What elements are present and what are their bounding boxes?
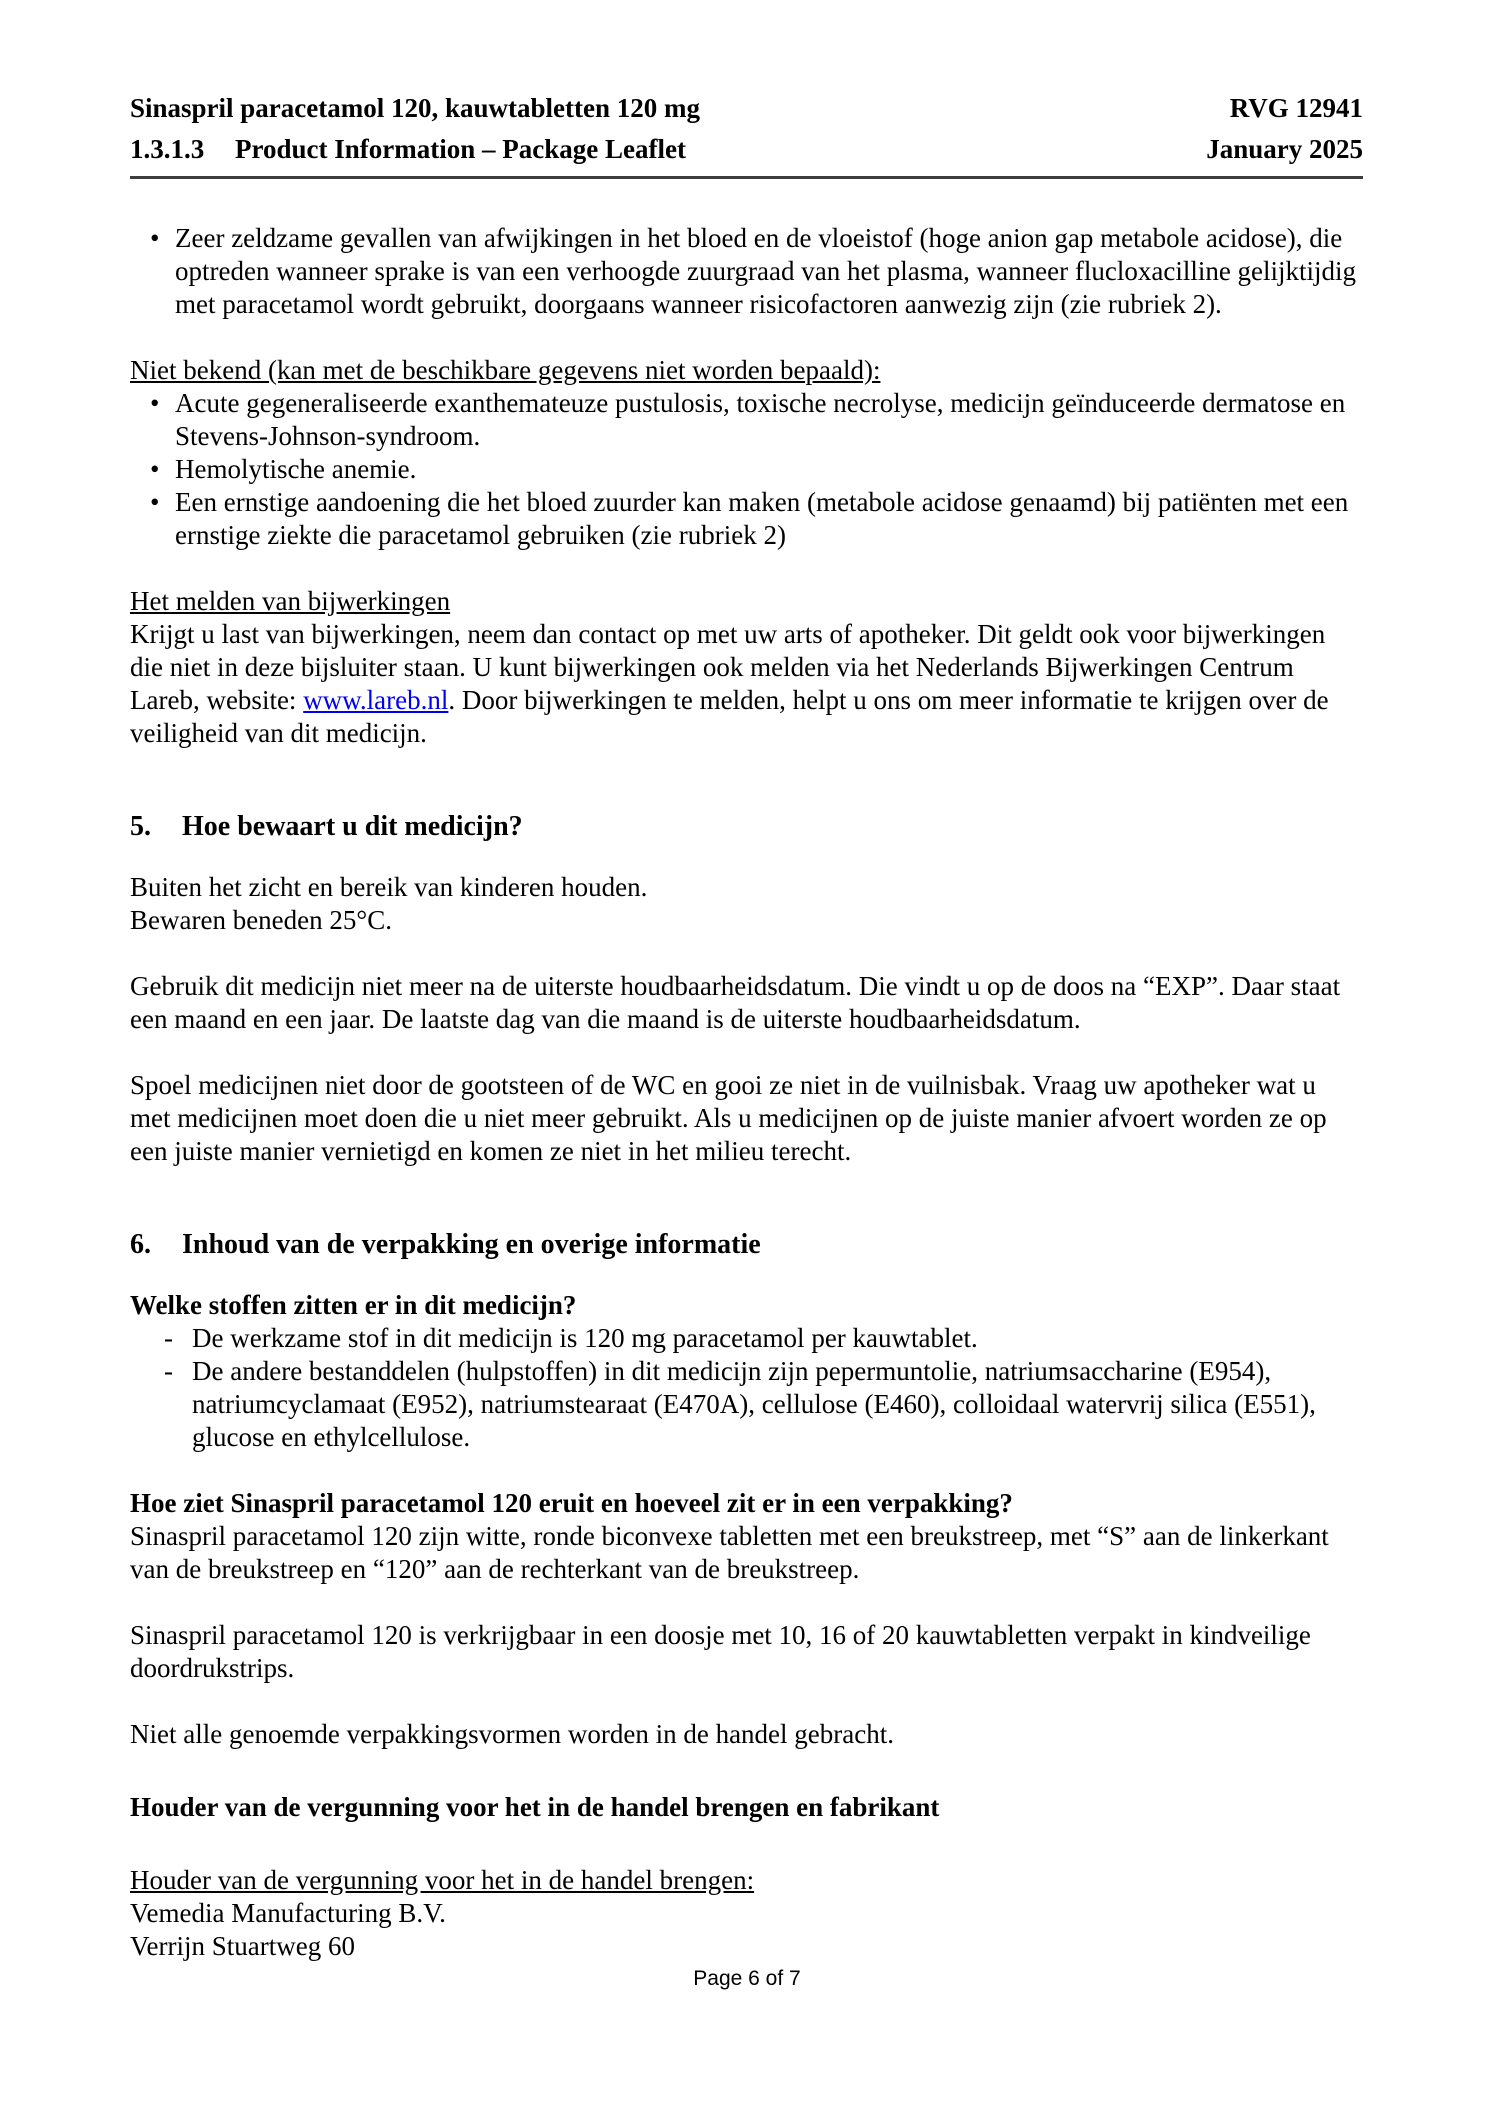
reporting-heading: Het melden van bijwerkingen <box>130 586 451 616</box>
reporting-text-after-link: . Door bijwerkingen te melden, helpt u ons om meer informatie te krijgen over de veiligheid van dit medicijn. <box>130 685 1329 748</box>
lareb-website-link[interactable]: www.lareb.nl <box>303 685 449 715</box>
storage-expiry-paragraph: Gebruik dit medicijn niet meer na de uiterste houdbaarheidsdatum. Die vindt u op de doos na “EXP”. Daar staat een maand en een jaar. De laatste dag van die maand is de uiterste houdbaarheidsdatum. <box>130 971 1341 1034</box>
storage-keep-line-1: Buiten het zicht en bereik van kinderen houden. <box>130 872 648 902</box>
page-number-label: Page 6 of 7 <box>693 1967 801 1990</box>
header-date: January 2025 <box>1206 134 1363 164</box>
not-all-packs-paragraph: Niet alle genoemde verpakkingsvormen worden in de handel gebracht. <box>130 1719 894 1749</box>
appearance-paragraph: Sinaspril paracetamol 120 zijn witte, ronde biconvexe tabletten met een breukstreep, met “S” aan de linkerkant van de breukstreep en “120” aan de rechterkant van de breukstreep. <box>130 1521 1329 1584</box>
substance-item: - De andere bestanddelen (hulpstoffen) in dit medicijn zijn pepermuntolie, natriumsaccharine (E954), natriumcyclamaat (E952), natriumstearaat (E470A), cellulose (E460), colloidaal watervrij silica (E551), glucose en ethylcellulose. <box>130 1355 1363 1454</box>
page-header-row-2 <box>130 133 1363 166</box>
section-5-number: 5. <box>130 811 151 842</box>
substances-heading: Welke stoffen zitten er in dit medicijn? <box>130 1290 577 1320</box>
pack-sizes-paragraph: Sinaspril paracetamol 120 is verkrijgbaar in een doosje met 10, 16 of 20 kauwtabletten verpakt in kindveilige doordrukstrips. <box>130 1620 1311 1683</box>
substance-item: - De werkzame stof in dit medicijn is 120 mg paracetamol per kauwtablet. <box>130 1322 1363 1355</box>
holder-sub-heading: Houder van de vergunning voor het in de handel brengen: <box>130 1865 755 1895</box>
section-6-title: Inhoud van de verpakking en overige informatie <box>182 1229 761 1260</box>
not-known-heading: Niet bekend (kan met de beschikbare gegevens niet worden bepaald): <box>130 355 881 385</box>
section-6-heading <box>130 1228 1363 1261</box>
reporting-paragraph <box>130 618 1363 750</box>
not-known-item: • Hemolytische anemie. <box>130 453 1363 486</box>
header-divider <box>130 176 1363 179</box>
rare-side-effect-item: • Zeer zeldzame gevallen van afwijkingen in het bloed en de vloeistof (hoge anion gap metabole acidose), die optreden wanneer sprake is van een verhoogde zuurgraad van het plasma, wanneer flucloxacilline gelijktijdig met paracetamol wordt gebruikt, doorgaans wanneer risicofactoren aanwezig zijn (zie rubriek 2). <box>130 222 1363 321</box>
storage-keep-line-2: Bewaren beneden 25°C. <box>130 905 392 935</box>
not-known-item: • Een ernstige aandoening die het bloed zuurder kan maken (metabole acidose genaamd) bij patiënten met een ernstige ziekte die paracetamol gebruiken (zie rubriek 2) <box>130 486 1363 552</box>
holder-heading: Houder van de vergunning voor het in de handel brengen en fabrikant <box>130 1792 940 1822</box>
header-doc-number: 1.3.1.3 <box>130 134 205 164</box>
reporting-text-before-link: Krijgt u last van bijwerkingen, neem dan contact op met uw arts of apotheker. Dit geldt ook voor bijwerkingen die niet in deze bijsluiter staan. U kunt bijwerkingen ook melden via het Nederlands Bijwerkingen Centrum Lareb, website: <box>130 619 1326 715</box>
header-doc-type: Product Information – Package Leaflet <box>235 134 686 164</box>
section-5-title: Hoe bewaart u dit medicijn? <box>182 811 523 842</box>
appearance-heading: Hoe ziet Sinaspril paracetamol 120 eruit en hoeveel zit er in een verpakking? <box>130 1488 1013 1518</box>
storage-disposal-paragraph: Spoel medicijnen niet door de gootsteen of de WC en gooi ze niet in de vuilnisbak. Vraag uw apotheker wat u met medicijnen moet doen die u niet meer gebruikt. Als u medicijnen op de juiste manier afvoert worden ze op een juiste manier vernietigd en komen ze niet in het milieu terecht. <box>130 1070 1327 1166</box>
section-6-number: 6. <box>130 1229 151 1260</box>
holder-name: Vemedia Manufacturing B.V. <box>130 1898 446 1928</box>
page-header-row-1 <box>130 92 1363 125</box>
section-5-heading <box>130 810 1363 843</box>
holder-address: Verrijn Stuartweg 60 <box>130 1931 355 1961</box>
header-rvg-code: RVG 12941 <box>1229 93 1363 123</box>
not-known-item: • Acute gegeneraliseerde exanthemateuze pustulosis, toxische necrolyse, medicijn geïnduceerde dermatose en Stevens-Johnson-syndroom. <box>130 387 1363 453</box>
header-product-title: Sinaspril paracetamol 120, kauwtabletten 120 mg <box>130 93 700 123</box>
